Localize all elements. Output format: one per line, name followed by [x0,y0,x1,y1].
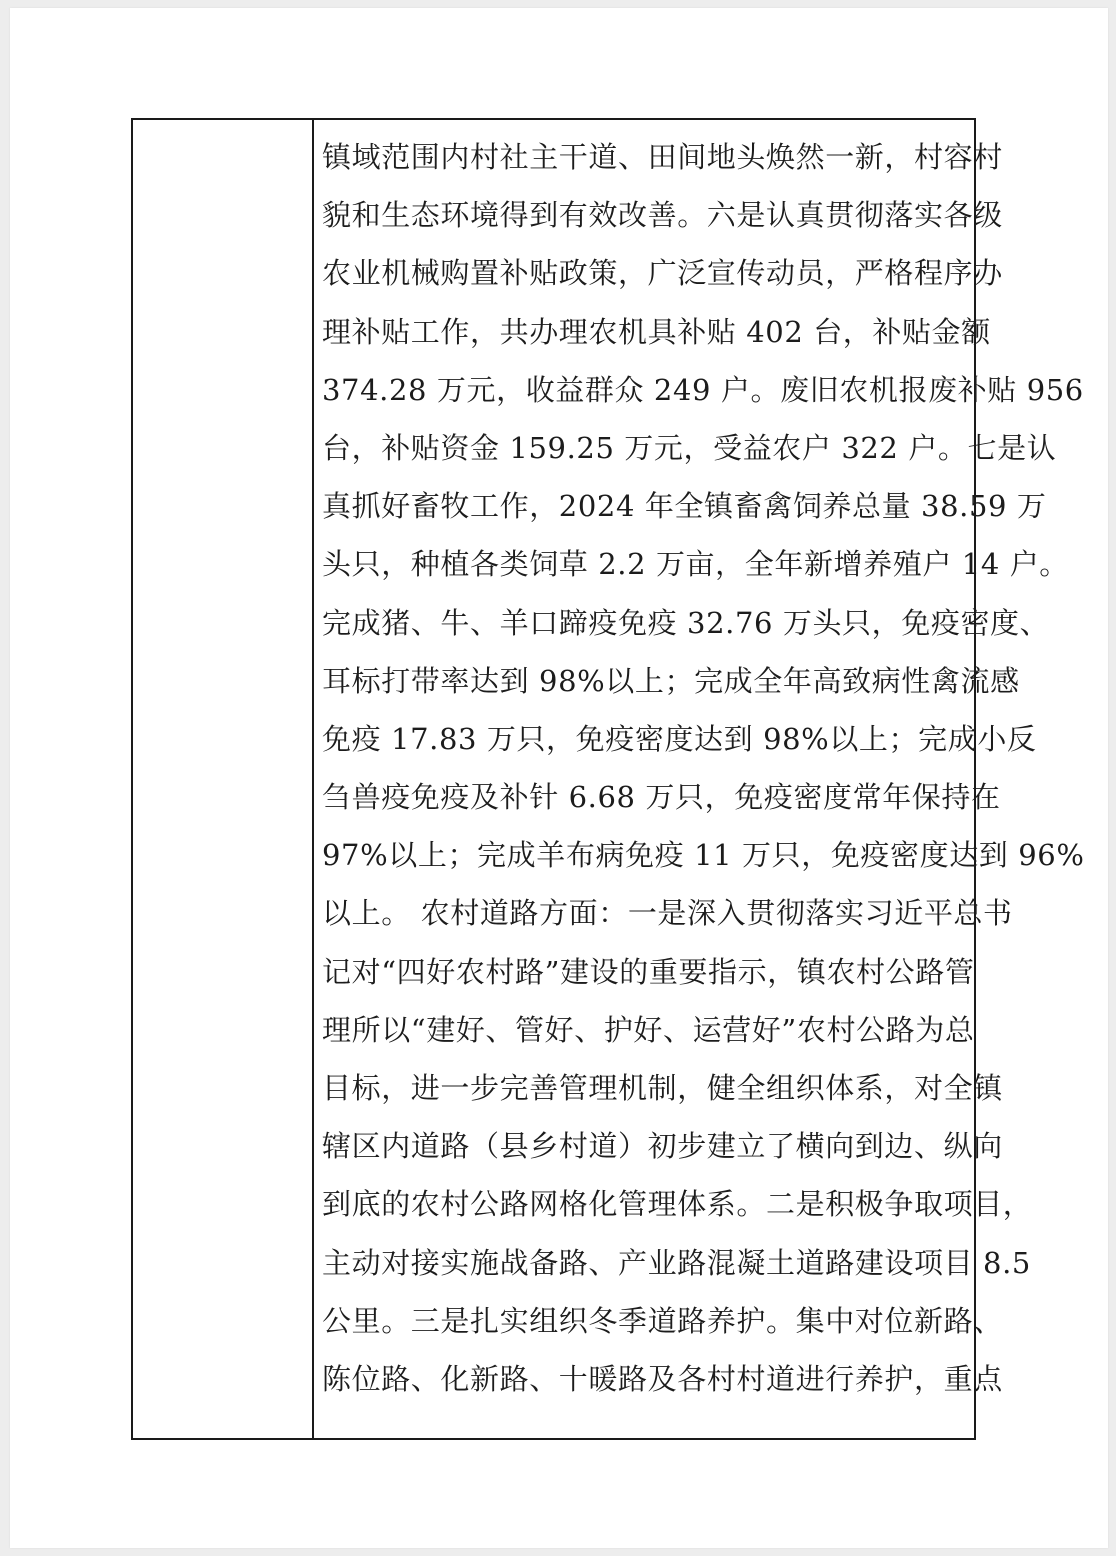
text-line: 主动对接实施战备路、产业路混凝土道路建设项目 8.5 [322,1245,1031,1280]
text-line: 目标，进一步完善管理机制，健全组织体系，对全镇 [322,1071,1003,1105]
text-line: 374.28 万元，收益群众 249 户。废旧农机报废补贴 956 [322,372,1084,407]
text-line: 镇域范围内村社主干道、田间地头焕然一新，村容村 [322,140,1003,174]
text-line: 到底的农村公路网格化管理体系。二是积极争取项目， [322,1187,1033,1222]
text-line: 公里。三是扎实组织冬季道路养护。集中对位新路、 [322,1303,1003,1338]
text-line: 貌和生态环境得到有效改善。六是认真贯彻落实各级 [322,198,1003,233]
text-line: 耳标打带率达到 98%以上；完成全年高致病性禽流感 [322,663,1020,698]
content-cell [322,128,1085,1408]
text-line: 陈位路、化新路、十暖路及各村村道进行养护，重点 [322,1361,1003,1396]
column-divider [312,118,314,1440]
text-line: 完成猪、牛、羊口蹄疫免疫 32.76 万头只，免疫密度、 [322,605,1050,640]
text-line: 农业机械购置补贴政策，广泛宣传动员，严格程序办 [322,256,1003,291]
left-label-cell [133,120,312,1438]
text-line: 辖区内道路（县乡村道）初步建立了横向到边、纵向 [322,1129,1003,1164]
text-line: 免疫 17.83 万只，免疫密度达到 98%以上；完成小反 [322,721,1037,756]
text-line: 97%以上；完成羊布病免疫 11 万只，免疫密度达到 96% [322,838,1085,873]
text-line: 刍兽疫免疫及补针 6.68 万只，免疫密度常年保持在 [322,780,1001,815]
text-line: 头只，种植各类饲草 2.2 万亩，全年新增养殖户 14 户。 [322,547,1069,582]
text-line: 以上。 农村道路方面：一是深入贯彻落实习近平总书 [322,896,1013,931]
text-line: 理补贴工作，共办理农机具补贴 402 台，补贴金额 [322,314,991,349]
text-line: 记对“四好农村路”建设的重要指示，镇农村公路管 [322,954,975,989]
text-line: 真抓好畜牧工作，2024 年全镇畜禽饲养总量 38.59 万 [322,489,1047,524]
text-line: 台，补贴资金 159.25 万元，受益农户 322 户。七是认 [322,430,1057,465]
text-line: 理所以“建好、管好、护好、运营好”农村公路为总 [322,1012,975,1047]
